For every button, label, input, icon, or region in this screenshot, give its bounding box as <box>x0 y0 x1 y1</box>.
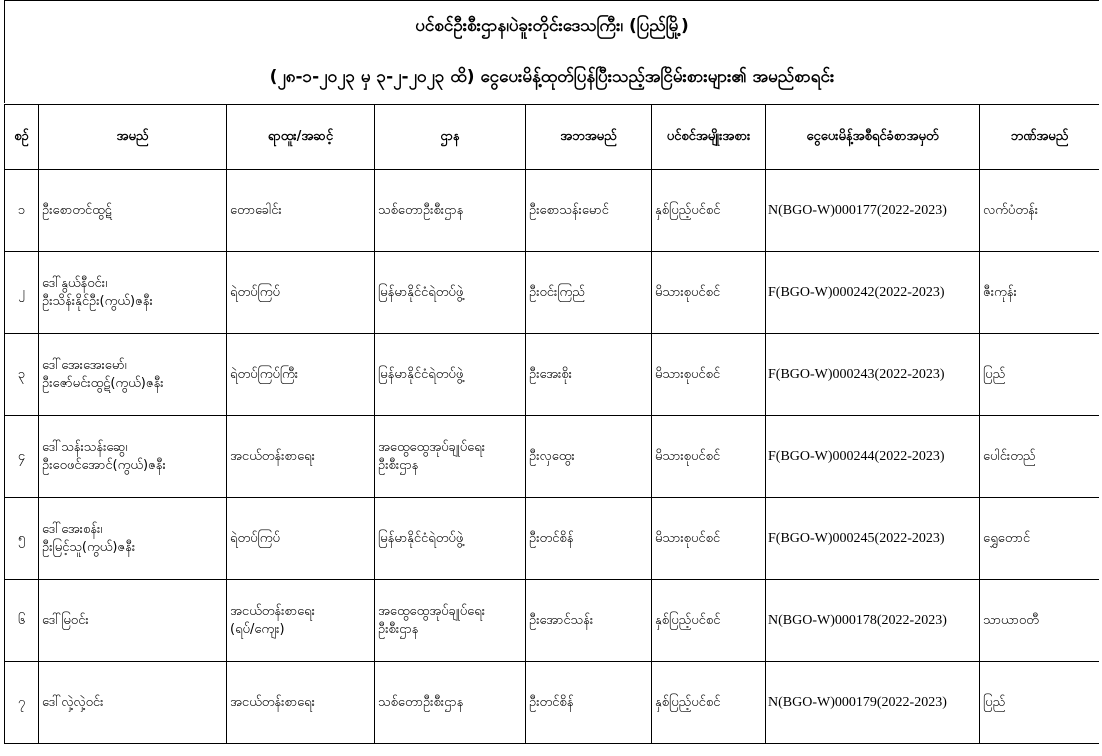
cell-bank[interactable]: ပေါင်းတည် <box>980 416 1100 498</box>
cell-name[interactable] <box>39 662 227 744</box>
cell-order-number[interactable]: N(BGO-W)000179(2022-2023) <box>766 662 980 744</box>
cell-department-line: မြန်မာနိုင်ငံရဲတပ်ဖွဲ့ <box>378 530 464 546</box>
cell-name-line: ဦးသိန်းနိုင်ဦး(ကွယ်)ဇနီး <box>42 293 153 309</box>
cell-name[interactable] <box>39 334 227 416</box>
cell-order-number[interactable]: N(BGO-W)000177(2022-2023) <box>766 170 980 252</box>
cell-bank[interactable]: လက်ပံတန်း <box>980 170 1100 252</box>
cell-order-number[interactable]: F(BGO-W)000242(2022-2023) <box>766 252 980 334</box>
title-line-2: (၂၈-၁-၂၀၂၃ မှ ၃-၂-၂၀၂၃ ထိ) ငွေပေးမိန့်ထုတ်ပြန်ပြီးသည့်အငြိမ်းစားများ၏ အမည်စာရင်း <box>4 51 1100 103</box>
table-row <box>5 334 1100 416</box>
cell-bank[interactable]: ဇီးကုန်း <box>980 252 1100 334</box>
cell-order-number[interactable]: F(BGO-W)000243(2022-2023) <box>766 334 980 416</box>
cell-pension-type[interactable]: မိသားစုပင်စင် <box>652 334 766 416</box>
cell-no[interactable]: ၇ <box>5 662 39 744</box>
cell-order-number[interactable]: F(BGO-W)000245(2022-2023) <box>766 498 980 580</box>
table-row <box>5 252 1100 334</box>
cell-rank[interactable] <box>227 252 375 334</box>
cell-rank-line: တောခေါင်း <box>230 202 282 218</box>
cell-department-line: သစ်တောဦးစီးဌာန <box>378 694 464 710</box>
cell-department[interactable] <box>375 252 526 334</box>
cell-rank[interactable] <box>227 498 375 580</box>
header-row <box>5 105 1100 170</box>
cell-bank[interactable]: ရွှေတောင် <box>980 498 1100 580</box>
cell-rank-line: ရဲတပ်ကြပ်ကြီး <box>230 366 299 382</box>
cell-bank[interactable]: ပြည် <box>980 334 1100 416</box>
header-pension-type: ပင်စင်အမျိုးအစား <box>652 105 766 170</box>
cell-rank-line: အငယ်တန်းစာရေး <box>230 694 315 710</box>
header-bank: ဘဏ်အမည် <box>980 105 1100 170</box>
cell-rank[interactable] <box>227 662 375 744</box>
cell-name[interactable] <box>39 580 227 662</box>
cell-name-line: ဦးမြင့်သူ(ကွယ်)ဇနီး <box>42 539 136 555</box>
title-line-1: ပင်စင်ဦးစီးဌာန၊ပဲခူးတိုင်းဒေသကြီး၊ (ပြည်မြို့) <box>4 0 1100 51</box>
cell-name[interactable] <box>39 498 227 580</box>
header-order-number: ငွေပေးမိန့်အစီရင်ခံစာအမှတ် <box>766 105 980 170</box>
cell-pension-type[interactable]: မိသားစုပင်စင် <box>652 416 766 498</box>
cell-name-line: ဦးဇော်မင်းထွဋ်(ကွယ်)ဇနီး <box>42 375 164 391</box>
cell-name-line: ဦးဝေဖင်အောင်(ကွယ်)ဇနီး <box>42 457 166 473</box>
header-father-name: အဘအမည် <box>526 105 652 170</box>
cell-name[interactable] <box>39 252 227 334</box>
cell-bank[interactable]: သာယာဝတီ <box>980 580 1100 662</box>
cell-order-number[interactable]: F(BGO-W)000244(2022-2023) <box>766 416 980 498</box>
cell-rank[interactable] <box>227 580 375 662</box>
table-row <box>5 662 1100 744</box>
cell-department-line: ဦးစီးဌာန <box>378 457 419 473</box>
cell-department[interactable] <box>375 334 526 416</box>
header-rank: ရာထူး/အဆင့် <box>227 105 375 170</box>
cell-pension-type[interactable]: နှစ်ပြည့်ပင်စင် <box>652 662 766 744</box>
table-row <box>5 580 1100 662</box>
table-row <box>5 170 1100 252</box>
cell-name-line: ဒေါ်အေးစန်း၊ <box>42 521 103 537</box>
cell-father-name[interactable]: ဦးတင်စိန် <box>526 662 652 744</box>
cell-rank[interactable] <box>227 334 375 416</box>
cell-rank-line: ရဲတပ်ကြပ် <box>230 284 280 300</box>
cell-no[interactable]: ၃ <box>5 334 39 416</box>
cell-no[interactable]: ၅ <box>5 498 39 580</box>
cell-department-line: မြန်မာနိုင်ငံရဲတပ်ဖွဲ့ <box>378 366 464 382</box>
cell-father-name[interactable]: ဦးစောသန်းမောင် <box>526 170 652 252</box>
cell-department-line: အထွေထွေအုပ်ချုပ်ရေး <box>378 603 486 619</box>
cell-department-line: ဦးစီးဌာန <box>378 621 419 637</box>
cell-name-line: ဒေါ်နွယ်နီဝင်း၊ <box>42 275 108 291</box>
cell-name-line: ဒေါ်အေးအေးမော်၊ <box>42 357 127 373</box>
header-department: ဌာန <box>375 105 526 170</box>
cell-name-line: ဒေါ်မြဝင်း <box>42 612 89 628</box>
cell-name-line: ဦးစောတင်ထွဋ် <box>42 202 112 218</box>
cell-rank-line: ရဲတပ်ကြပ် <box>230 530 280 546</box>
cell-rank-line: (ရပ်/ကျေး) <box>230 621 285 637</box>
cell-name-line: ဒေါ်လှဲ့လှဲ့ဝင်း <box>42 694 104 710</box>
cell-rank[interactable] <box>227 416 375 498</box>
cell-department-line: သစ်တောဦးစီးဌာန <box>378 202 464 218</box>
cell-father-name[interactable]: ဦးအောင်သန်း <box>526 580 652 662</box>
cell-father-name[interactable]: ဦးတင်စိန် <box>526 498 652 580</box>
table-row <box>5 416 1100 498</box>
cell-no[interactable]: ၂ <box>5 252 39 334</box>
cell-no[interactable]: ၆ <box>5 580 39 662</box>
header-name: အမည် <box>39 105 227 170</box>
cell-department[interactable] <box>375 416 526 498</box>
cell-bank[interactable]: ပြည် <box>980 662 1100 744</box>
cell-no[interactable]: ၁ <box>5 170 39 252</box>
cell-no[interactable]: ၄ <box>5 416 39 498</box>
cell-order-number[interactable]: N(BGO-W)000178(2022-2023) <box>766 580 980 662</box>
cell-department[interactable] <box>375 662 526 744</box>
cell-department[interactable] <box>375 170 526 252</box>
cell-pension-type[interactable]: မိသားစုပင်စင် <box>652 252 766 334</box>
cell-name[interactable] <box>39 170 227 252</box>
pensioner-table <box>4 104 1100 744</box>
cell-rank-line: အငယ်တန်းစာရေး <box>230 603 315 619</box>
cell-name-line: ဒေါ်သန်းသန်းဆွေ၊ <box>42 439 128 455</box>
cell-pension-type[interactable]: နှစ်ပြည့်ပင်စင် <box>652 170 766 252</box>
cell-father-name[interactable]: ဦးအေးစိုး <box>526 334 652 416</box>
cell-father-name[interactable]: ဦးဝင်းကြည် <box>526 252 652 334</box>
cell-name[interactable] <box>39 416 227 498</box>
cell-rank-line: အငယ်တန်းစာရေး <box>230 448 315 464</box>
header-no: စဉ် <box>5 105 39 170</box>
cell-pension-type[interactable]: မိသားစုပင်စင် <box>652 498 766 580</box>
table-row <box>5 498 1100 580</box>
cell-department-line: မြန်မာနိုင်ငံရဲတပ်ဖွဲ့ <box>378 284 464 300</box>
cell-department-line: အထွေထွေအုပ်ချုပ်ရေး <box>378 439 486 455</box>
cell-department[interactable] <box>375 498 526 580</box>
cell-pension-type[interactable]: နှစ်ပြည့်ပင်စင် <box>652 580 766 662</box>
cell-rank[interactable] <box>227 170 375 252</box>
cell-father-name[interactable]: ဦးလှထွေး <box>526 416 652 498</box>
cell-department[interactable] <box>375 580 526 662</box>
